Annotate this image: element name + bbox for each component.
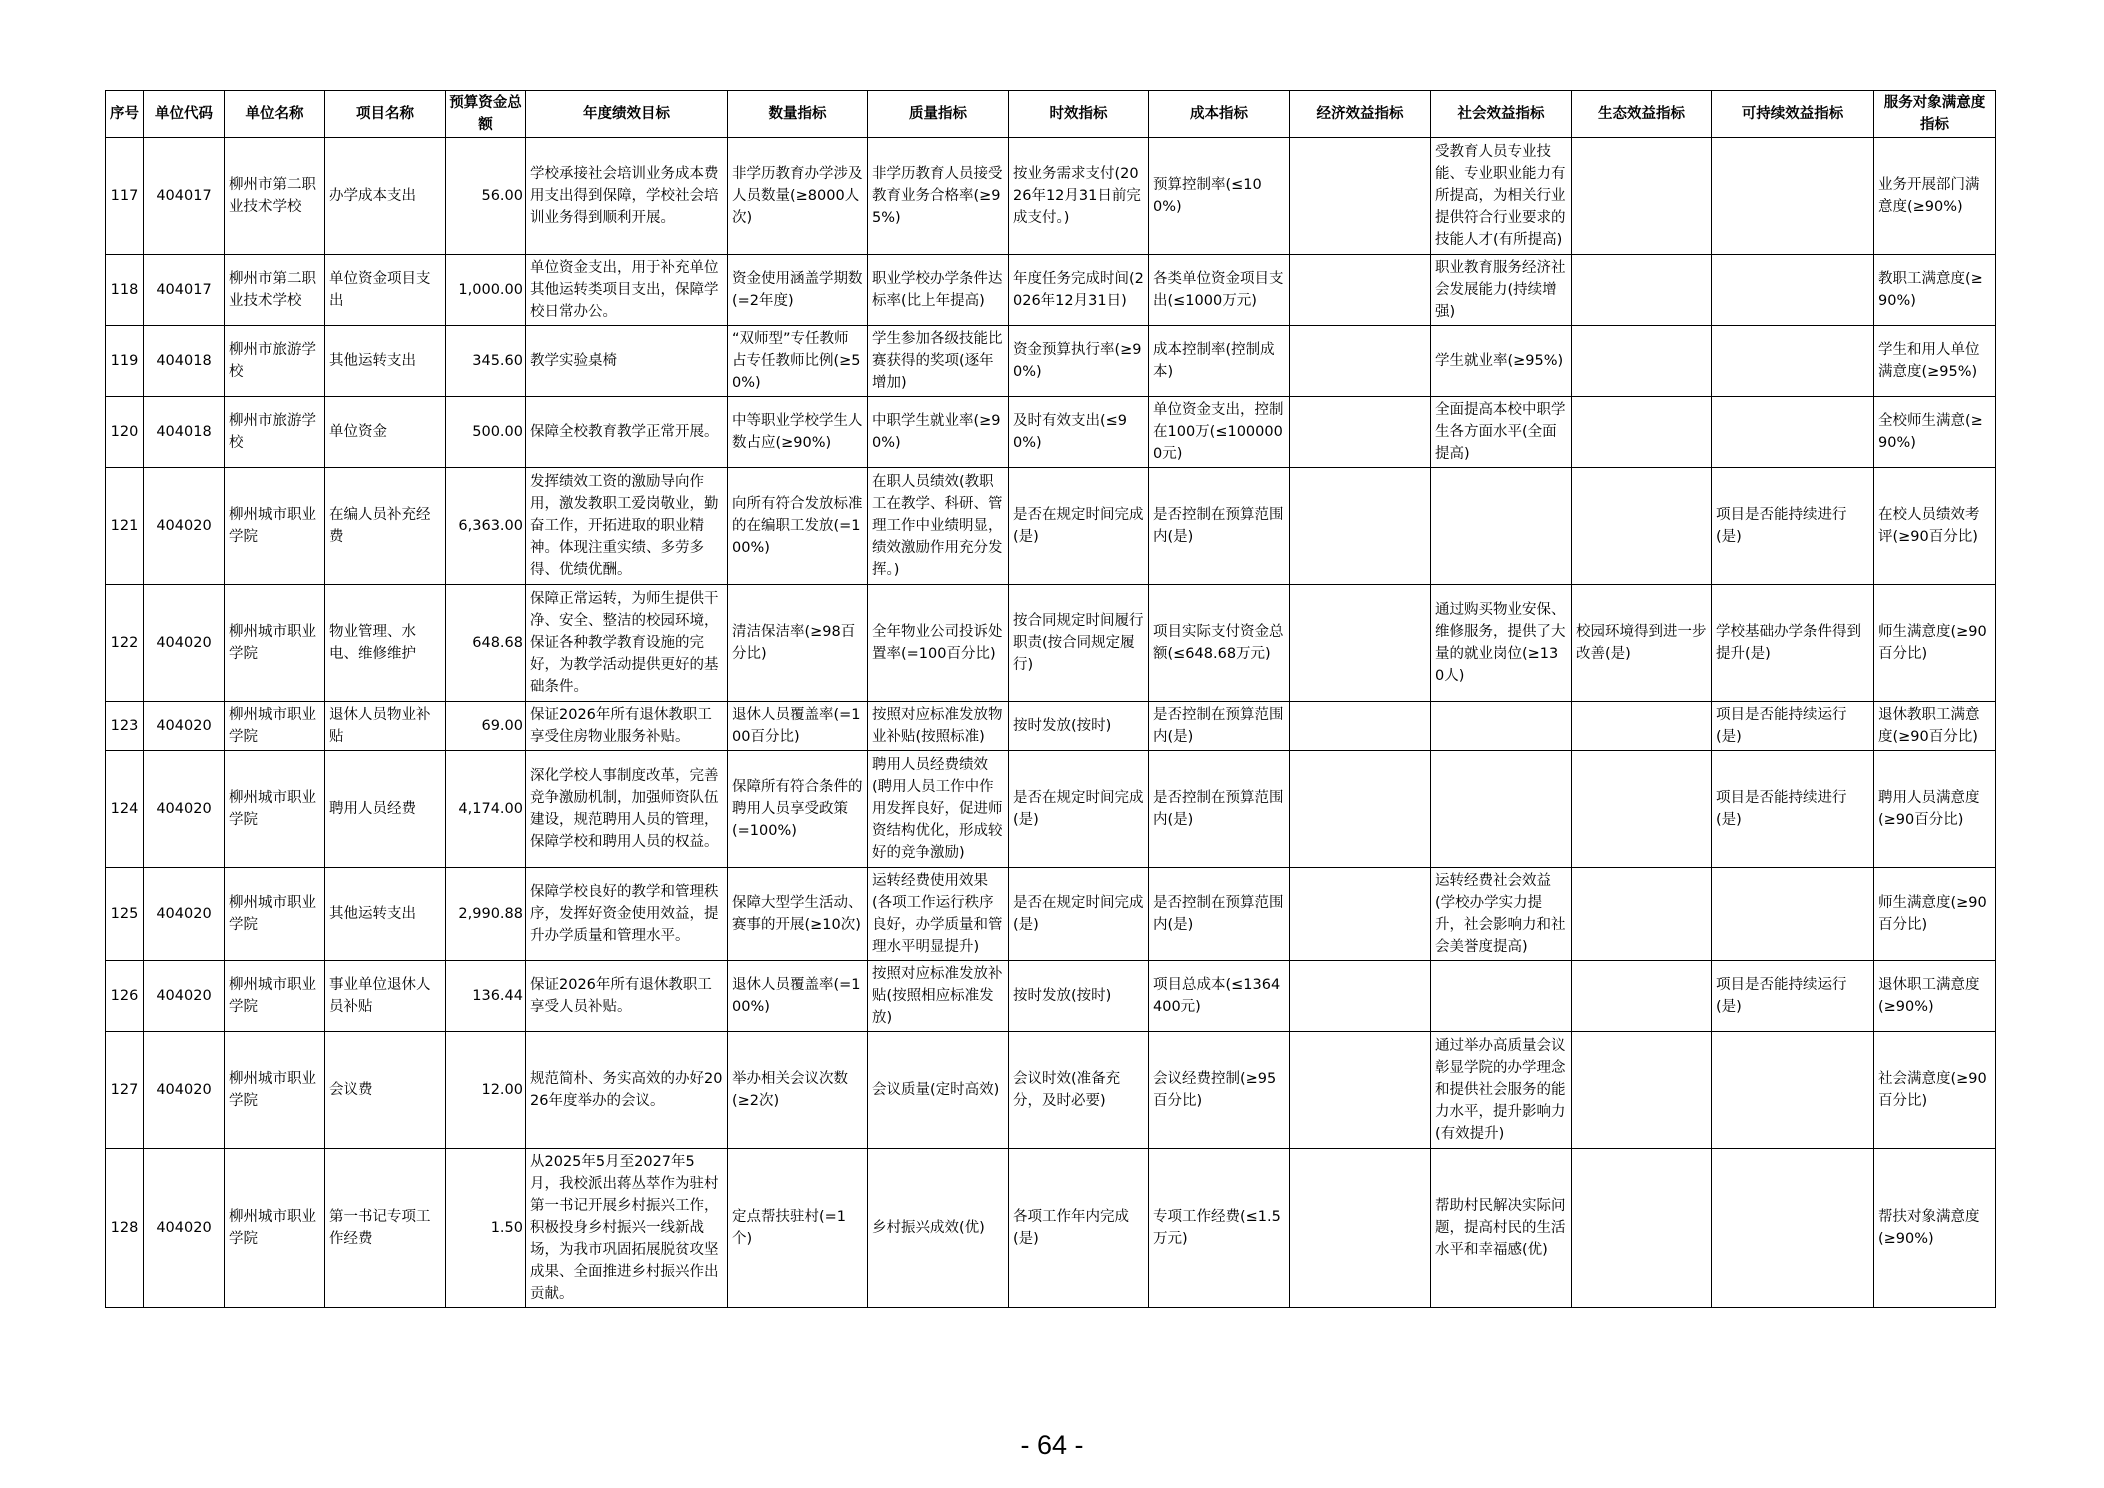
table-cell: 全面提高本校中职学生各方面水平(全面提高) xyxy=(1431,397,1572,468)
table-cell xyxy=(1572,961,1712,1032)
column-header: 预算资金总额 xyxy=(446,91,526,138)
table-cell: 帮助村民解决实际问题，提高村民的生活水平和幸福感(优) xyxy=(1431,1149,1572,1308)
table-cell: 404020 xyxy=(144,1032,225,1149)
table-cell: 保障学校良好的教学和管理秩序，发挥好资金使用效益，提升办学质量和管理水平。 xyxy=(526,868,728,961)
table-row xyxy=(106,868,1996,961)
column-header: 时效指标 xyxy=(1009,91,1149,138)
table-cell xyxy=(1572,468,1712,585)
table-cell: 社会满意度(≥90百分比) xyxy=(1874,1032,1996,1149)
table-cell: 125 xyxy=(106,868,144,961)
table-cell: “双师型”专任教师占专任教师比例(≥50%) xyxy=(728,326,868,397)
table-cell: 运转经费使用效果(各项工作运行秩序良好，办学质量和管理水平明显提升) xyxy=(868,868,1009,961)
table-row xyxy=(106,326,1996,397)
table-cell: 是否在规定时间完成(是) xyxy=(1009,868,1149,961)
table-cell: 120 xyxy=(106,397,144,468)
header-row xyxy=(106,91,1996,138)
column-header: 项目名称 xyxy=(325,91,446,138)
table-cell: 举办相关会议次数(≥2次) xyxy=(728,1032,868,1149)
table-cell: 按时发放(按时) xyxy=(1009,702,1149,751)
table-cell xyxy=(1572,138,1712,255)
table-cell xyxy=(1572,868,1712,961)
column-header: 社会效益指标 xyxy=(1431,91,1572,138)
table-cell: 404020 xyxy=(144,468,225,585)
table-cell xyxy=(1290,585,1431,702)
table-cell: 成本控制率(控制成本) xyxy=(1149,326,1290,397)
table-cell: 单位资金支出，用于补充单位其他运转类项目支出，保障学校日常办公。 xyxy=(526,255,728,326)
performance-table xyxy=(105,90,1996,1308)
table-cell: 会议时效(准备充分，及时必要) xyxy=(1009,1032,1149,1149)
table-cell: 项目实际支付资金总额(≤648.68万元) xyxy=(1149,585,1290,702)
table-cell xyxy=(1572,751,1712,868)
table-row xyxy=(106,138,1996,255)
table-cell: 专项工作经费(≤1.5万元) xyxy=(1149,1149,1290,1308)
table-cell: 648.68 xyxy=(446,585,526,702)
table-cell: 单位资金项目支出 xyxy=(325,255,446,326)
table-cell: 单位资金 xyxy=(325,397,446,468)
table-cell: 404020 xyxy=(144,751,225,868)
column-header: 质量指标 xyxy=(868,91,1009,138)
table-cell: 123 xyxy=(106,702,144,751)
table-cell: 退休人员覆盖率(=100%) xyxy=(728,961,868,1032)
table-cell: 其他运转支出 xyxy=(325,868,446,961)
table-cell xyxy=(1712,326,1874,397)
table-cell: 发挥绩效工资的激励导向作用，激发教职工爱岗敬业，勤奋工作，开拓进取的职业精神。体现注重实绩、多劳多得、优绩优酬。 xyxy=(526,468,728,585)
table-cell: 4,174.00 xyxy=(446,751,526,868)
table-row xyxy=(106,1032,1996,1149)
table-cell: 学校承接社会培训业务成本费用支出得到保障，学校社会培训业务得到顺利开展。 xyxy=(526,138,728,255)
table-cell: 通过举办高质量会议彰显学院的办学理念和提供社会服务的能力水平，提升影响力(有效提升) xyxy=(1431,1032,1572,1149)
table-cell xyxy=(1290,255,1431,326)
table-cell: 业务开展部门满意度(≥90%) xyxy=(1874,138,1996,255)
column-header: 生态效益指标 xyxy=(1572,91,1712,138)
table-cell: 2,990.88 xyxy=(446,868,526,961)
table-cell: 保证2026年所有退休教职工享受住房物业服务补贴。 xyxy=(526,702,728,751)
table-row xyxy=(106,255,1996,326)
table-cell: 教职工满意度(≥90%) xyxy=(1874,255,1996,326)
table-cell: 是否控制在预算范围内(是) xyxy=(1149,868,1290,961)
column-header: 年度绩效目标 xyxy=(526,91,728,138)
table-cell xyxy=(1290,1149,1431,1308)
column-header: 经济效益指标 xyxy=(1290,91,1431,138)
table-cell: 从2025年5月至2027年5月，我校派出蒋丛萃作为驻村第一书记开展乡村振兴工作，积极投身乡村振兴一线新战场，为我市巩固拓展脱贫攻坚成果、全面推进乡村振兴作出贡献。 xyxy=(526,1149,728,1308)
table-cell: 师生满意度(≥90百分比) xyxy=(1874,585,1996,702)
column-header: 单位代码 xyxy=(144,91,225,138)
table-cell: 柳州市第二职业技术学校 xyxy=(225,138,325,255)
table-cell: 121 xyxy=(106,468,144,585)
table-cell: 会议质量(定时高效) xyxy=(868,1032,1009,1149)
table-cell: 职业教育服务经济社会发展能力(持续增强) xyxy=(1431,255,1572,326)
table-cell: 柳州市旅游学校 xyxy=(225,397,325,468)
table-cell: 在校人员绩效考评(≥90百分比) xyxy=(1874,468,1996,585)
table-cell: 柳州城市职业学院 xyxy=(225,961,325,1032)
column-header: 数量指标 xyxy=(728,91,868,138)
table-cell: 69.00 xyxy=(446,702,526,751)
table-header xyxy=(106,91,1996,138)
table-cell xyxy=(1290,1032,1431,1149)
table-cell: 118 xyxy=(106,255,144,326)
table-cell xyxy=(1431,702,1572,751)
table-cell: 404017 xyxy=(144,255,225,326)
table-cell: 退休人员覆盖率(=100百分比) xyxy=(728,702,868,751)
table-cell: 非学历教育办学涉及人员数量(≥8000人次) xyxy=(728,138,868,255)
table-cell xyxy=(1712,1032,1874,1149)
table-cell: 单位资金支出，控制在100万(≤1000000元) xyxy=(1149,397,1290,468)
table-cell: 按业务需求支付(2026年12月31日前完成支付。) xyxy=(1009,138,1149,255)
table-cell xyxy=(1572,1149,1712,1308)
table-cell xyxy=(1572,1032,1712,1149)
table-cell: 校园环境得到进一步改善(是) xyxy=(1572,585,1712,702)
table-row xyxy=(106,751,1996,868)
table-cell: 1.50 xyxy=(446,1149,526,1308)
table-cell: 122 xyxy=(106,585,144,702)
table-cell: 资金使用涵盖学期数(=2年度) xyxy=(728,255,868,326)
table-cell: 各类单位资金项目支出(≤1000万元) xyxy=(1149,255,1290,326)
table-cell: 126 xyxy=(106,961,144,1032)
table-cell: 中等职业学校学生人数占应(≥90%) xyxy=(728,397,868,468)
table-cell: 退休人员物业补贴 xyxy=(325,702,446,751)
table-cell: 404017 xyxy=(144,138,225,255)
table-cell: 404020 xyxy=(144,868,225,961)
column-header: 序号 xyxy=(106,91,144,138)
table-body xyxy=(106,138,1996,1308)
table-cell: 运转经费社会效益(学校办学实力提升，社会影响力和社会美誉度提高) xyxy=(1431,868,1572,961)
table-cell: 404020 xyxy=(144,702,225,751)
table-cell: 按时发放(按时) xyxy=(1009,961,1149,1032)
table-cell: 保障大型学生活动、赛事的开展(≥10次) xyxy=(728,868,868,961)
column-header: 服务对象满意度指标 xyxy=(1874,91,1996,138)
table-cell xyxy=(1712,1149,1874,1308)
table-cell: 128 xyxy=(106,1149,144,1308)
column-header: 单位名称 xyxy=(225,91,325,138)
table-cell: 及时有效支出(≤90%) xyxy=(1009,397,1149,468)
table-cell: 师生满意度(≥90百分比) xyxy=(1874,868,1996,961)
table-cell: 柳州城市职业学院 xyxy=(225,468,325,585)
table-row xyxy=(106,397,1996,468)
table-cell xyxy=(1712,397,1874,468)
table-cell xyxy=(1290,961,1431,1032)
table-cell xyxy=(1290,751,1431,868)
table-cell: 帮扶对象满意度(≥90%) xyxy=(1874,1149,1996,1308)
table-cell: 非学历教育人员接受教育业务合格率(≥95%) xyxy=(868,138,1009,255)
table-row xyxy=(106,585,1996,702)
table-cell: 退休职工满意度(≥90%) xyxy=(1874,961,1996,1032)
table-cell: 柳州市第二职业技术学校 xyxy=(225,255,325,326)
table-cell: 404020 xyxy=(144,1149,225,1308)
table-cell: 规范简朴、务实高效的办好2026年度举办的会议。 xyxy=(526,1032,728,1149)
table-cell xyxy=(1431,751,1572,868)
table-cell: 聘用人员满意度(≥90百分比) xyxy=(1874,751,1996,868)
table-cell: 柳州市旅游学校 xyxy=(225,326,325,397)
table-cell: 学生和用人单位满意度(≥95%) xyxy=(1874,326,1996,397)
table-cell: 其他运转支出 xyxy=(325,326,446,397)
table-cell: 在职人员绩效(教职工在教学、科研、管理工作中业绩明显，绩效激励作用充分发挥。) xyxy=(868,468,1009,585)
table-cell: 56.00 xyxy=(446,138,526,255)
performance-table-container xyxy=(105,90,1995,1308)
table-cell xyxy=(1712,138,1874,255)
table-cell: 柳州城市职业学院 xyxy=(225,1149,325,1308)
table-cell: 学生就业率(≥95%) xyxy=(1431,326,1572,397)
table-cell: 教学实验桌椅 xyxy=(526,326,728,397)
table-cell: 124 xyxy=(106,751,144,868)
table-cell: 会议经费控制(≥95百分比) xyxy=(1149,1032,1290,1149)
table-cell xyxy=(1572,702,1712,751)
table-cell: 项目是否能持续运行(是) xyxy=(1712,961,1874,1032)
table-cell: 物业管理、水电、维修维护 xyxy=(325,585,446,702)
table-cell: 119 xyxy=(106,326,144,397)
table-cell xyxy=(1290,468,1431,585)
table-cell: 117 xyxy=(106,138,144,255)
table-cell: 是否在规定时间完成(是) xyxy=(1009,468,1149,585)
table-cell: 是否在规定时间完成(是) xyxy=(1009,751,1149,868)
table-cell: 404020 xyxy=(144,585,225,702)
table-cell: 事业单位退休人员补贴 xyxy=(325,961,446,1032)
column-header: 成本指标 xyxy=(1149,91,1290,138)
table-cell xyxy=(1431,468,1572,585)
table-cell: 柳州城市职业学院 xyxy=(225,702,325,751)
table-cell: 按照对应标准发放物业补贴(按照标准) xyxy=(868,702,1009,751)
table-row xyxy=(106,961,1996,1032)
table-cell: 保障正常运转，为师生提供干净、安全、整洁的校园环境，保证各种教学教育设施的完好，为教学活动提供更好的基础条件。 xyxy=(526,585,728,702)
table-cell xyxy=(1712,255,1874,326)
table-cell: 中职学生就业率(≥90%) xyxy=(868,397,1009,468)
table-cell: 聘用人员经费 xyxy=(325,751,446,868)
table-cell xyxy=(1572,326,1712,397)
table-cell: 资金预算执行率(≥90%) xyxy=(1009,326,1149,397)
table-cell: 在编人员补充经费 xyxy=(325,468,446,585)
table-row xyxy=(106,1149,1996,1308)
table-row xyxy=(106,468,1996,585)
table-cell: 年度任务完成时间(2026年12月31日) xyxy=(1009,255,1149,326)
table-cell: 1,000.00 xyxy=(446,255,526,326)
table-cell: 柳州城市职业学院 xyxy=(225,868,325,961)
table-cell: 预算控制率(≤100%) xyxy=(1149,138,1290,255)
table-cell: 按照对应标准发放补贴(按照相应标准发放) xyxy=(868,961,1009,1032)
table-cell: 12.00 xyxy=(446,1032,526,1149)
table-cell xyxy=(1431,961,1572,1032)
column-header: 可持续效益指标 xyxy=(1712,91,1874,138)
table-cell: 定点帮扶驻村(=1个) xyxy=(728,1149,868,1308)
table-cell: 深化学校人事制度改革，完善竞争激励机制，加强师资队伍建设，规范聘用人员的管理，保障学校和聘用人员的权益。 xyxy=(526,751,728,868)
table-cell xyxy=(1712,868,1874,961)
table-cell: 清洁保洁率(≥98百分比) xyxy=(728,585,868,702)
table-cell: 404020 xyxy=(144,961,225,1032)
table-cell: 学生参加各级技能比赛获得的奖项(逐年增加) xyxy=(868,326,1009,397)
table-cell: 柳州城市职业学院 xyxy=(225,751,325,868)
table-cell xyxy=(1572,397,1712,468)
table-cell xyxy=(1290,702,1431,751)
table-cell: 127 xyxy=(106,1032,144,1149)
table-cell: 项目是否能持续进行(是) xyxy=(1712,468,1874,585)
table-cell: 404018 xyxy=(144,397,225,468)
table-cell xyxy=(1290,326,1431,397)
table-cell: 学校基础办学条件得到提升(是) xyxy=(1712,585,1874,702)
table-cell: 是否控制在预算范围内(是) xyxy=(1149,751,1290,868)
table-cell: 是否控制在预算范围内(是) xyxy=(1149,468,1290,585)
table-cell: 136.44 xyxy=(446,961,526,1032)
table-cell: 各项工作年内完成(是) xyxy=(1009,1149,1149,1308)
table-cell: 按合同规定时间履行职责(按合同规定履行) xyxy=(1009,585,1149,702)
table-cell: 500.00 xyxy=(446,397,526,468)
table-cell xyxy=(1290,138,1431,255)
table-cell: 办学成本支出 xyxy=(325,138,446,255)
table-cell: 乡村振兴成效(优) xyxy=(868,1149,1009,1308)
table-cell: 项目是否能持续运行(是) xyxy=(1712,702,1874,751)
table-cell: 聘用人员经费绩效(聘用人员工作中作用发挥良好，促进师资结构优化，形成较好的竞争激励) xyxy=(868,751,1009,868)
table-cell: 会议费 xyxy=(325,1032,446,1149)
table-cell: 全校师生满意(≥90%) xyxy=(1874,397,1996,468)
table-cell: 保障所有符合条件的聘用人员享受政策(=100%) xyxy=(728,751,868,868)
table-cell: 保障全校教育教学正常开展。 xyxy=(526,397,728,468)
table-cell: 柳州城市职业学院 xyxy=(225,585,325,702)
table-cell: 保证2026年所有退休教职工享受人员补贴。 xyxy=(526,961,728,1032)
table-cell: 柳州城市职业学院 xyxy=(225,1032,325,1149)
table-row xyxy=(106,702,1996,751)
table-cell: 第一书记专项工作经费 xyxy=(325,1149,446,1308)
table-cell: 职业学校办学条件达标率(比上年提高) xyxy=(868,255,1009,326)
table-cell: 项目总成本(≤1364400元) xyxy=(1149,961,1290,1032)
table-cell xyxy=(1290,397,1431,468)
page-number: - 64 - xyxy=(1020,1430,1084,1460)
table-cell: 向所有符合发放标准的在编职工发放(=100%) xyxy=(728,468,868,585)
table-cell: 通过购买物业安保、维修服务，提供了大量的就业岗位(≥130人) xyxy=(1431,585,1572,702)
table-cell: 项目是否能持续进行(是) xyxy=(1712,751,1874,868)
table-cell: 6,363.00 xyxy=(446,468,526,585)
table-cell: 404018 xyxy=(144,326,225,397)
table-cell xyxy=(1290,868,1431,961)
table-cell: 是否控制在预算范围内(是) xyxy=(1149,702,1290,751)
table-cell xyxy=(1572,255,1712,326)
table-cell: 345.60 xyxy=(446,326,526,397)
table-cell: 退休教职工满意度(≥90百分比) xyxy=(1874,702,1996,751)
table-cell: 全年物业公司投诉处置率(=100百分比) xyxy=(868,585,1009,702)
table-cell: 受教育人员专业技能、专业职业能力有所提高，为相关行业提供符合行业要求的技能人才(有所提高) xyxy=(1431,138,1572,255)
